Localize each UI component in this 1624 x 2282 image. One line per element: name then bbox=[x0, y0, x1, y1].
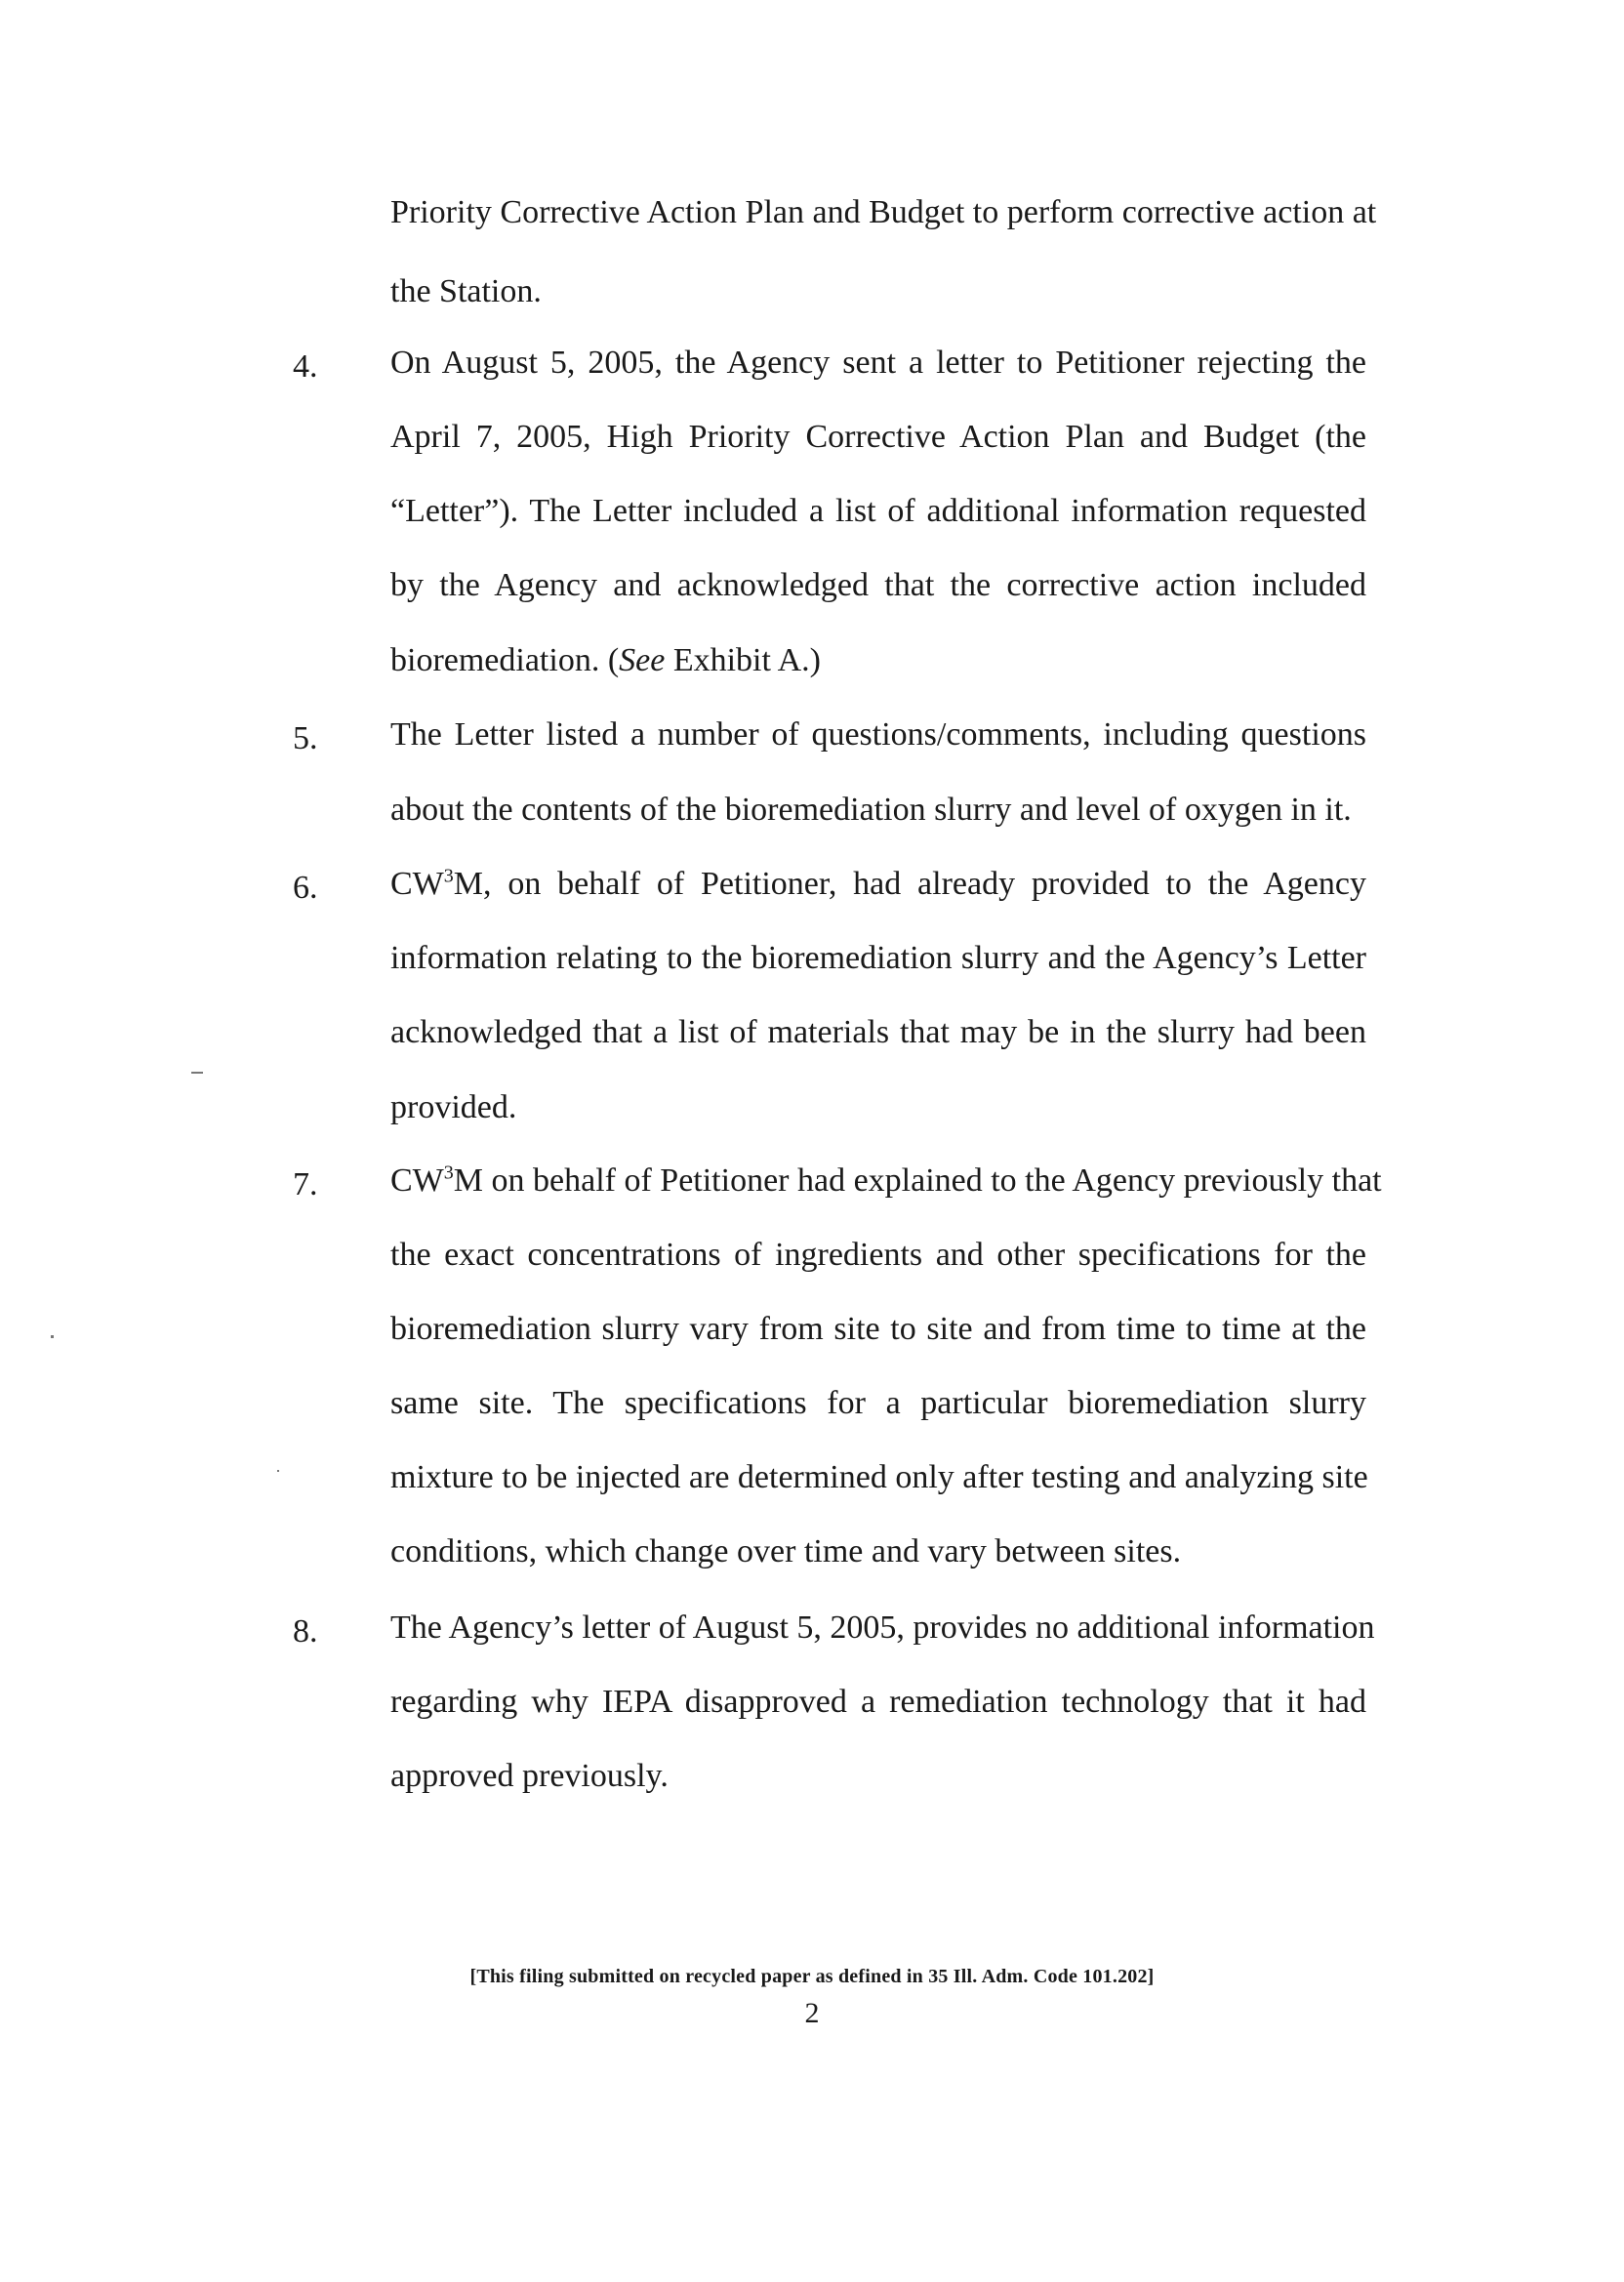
paragraph-7-line-5: mixture to be injected are determined only after testing and analyzing site bbox=[390, 1459, 1368, 1495]
paragraph-6-superscript: 3 bbox=[443, 865, 454, 887]
paragraph-6-line-2: information relating to the bioremediation slurry and the Agency’s Letter bbox=[390, 940, 1366, 976]
continuation-line-1: Priority Corrective Action Plan and Budget to perform corrective action at bbox=[390, 194, 1377, 230]
paragraph-8-number: 8. bbox=[293, 1613, 318, 1650]
paragraph-4-line-3: “Letter”). The Letter included a list of additional information requested bbox=[390, 493, 1366, 529]
paragraph-4-line-1: On August 5, 2005, the Agency sent a letter to Petitioner rejecting the bbox=[390, 345, 1366, 381]
paragraph-7-line-6: conditions, which change over time and vary between sites. bbox=[390, 1533, 1182, 1569]
paragraph-6-number: 6. bbox=[293, 870, 318, 906]
paragraph-6-line-1 bbox=[390, 865, 1366, 904]
paragraph-7-line-4: same site. The specifications for a particular bioremediation slurry bbox=[390, 1385, 1366, 1421]
scan-speck bbox=[277, 1470, 279, 1472]
scan-speck bbox=[51, 1335, 54, 1338]
paragraph-7-cw-prefix: CW bbox=[390, 1162, 444, 1199]
scan-speck bbox=[191, 1072, 203, 1074]
paragraph-6-cw-prefix: CW bbox=[390, 866, 444, 902]
paragraph-7-line-3: bioremediation slurry vary from site to site and from time to time at the bbox=[390, 1311, 1366, 1347]
paragraph-5-number: 5. bbox=[293, 720, 318, 756]
paragraph-7-number: 7. bbox=[293, 1166, 318, 1202]
paragraph-7-line-2: the exact concentrations of ingredients and other specifications for the bbox=[390, 1237, 1366, 1273]
paragraph-7-line-1-rest: M on behalf of Petitioner had explained to the Agency previously that bbox=[453, 1162, 1382, 1199]
continuation-line-2: the Station. bbox=[390, 273, 542, 309]
paragraph-4-number: 4. bbox=[293, 348, 318, 385]
paragraph-8-line-1: The Agency’s letter of August 5, 2005, provides no additional information bbox=[390, 1610, 1375, 1646]
paragraph-4-line-4: by the Agency and acknowledged that the corrective action included bbox=[390, 567, 1366, 603]
paragraph-7-line-1 bbox=[390, 1161, 1382, 1201]
paragraph-6-line-1-rest: M, on behalf of Petitioner, had already provided to the Agency bbox=[453, 866, 1366, 902]
paragraph-6-line-4: provided. bbox=[390, 1089, 517, 1125]
paragraph-5-line-1: The Letter listed a number of questions/comments, including questions bbox=[390, 716, 1366, 753]
paragraph-8-line-3: approved previously. bbox=[390, 1758, 669, 1794]
paragraph-6-line-3: acknowledged that a list of materials that may be in the slurry had been bbox=[390, 1014, 1366, 1050]
paragraph-5-line-2: about the contents of the bioremediation slurry and level of oxygen in it. bbox=[390, 792, 1352, 828]
paragraph-4-line-5 bbox=[390, 641, 1366, 680]
see-signal: See bbox=[619, 642, 666, 678]
paragraph-4-line-2: April 7, 2005, High Priority Corrective Action Plan and Budget (the bbox=[390, 419, 1366, 455]
paragraph-4-line-5-start: bioremediation. ( bbox=[390, 642, 620, 678]
paragraph-7-superscript: 3 bbox=[443, 1161, 454, 1184]
paragraph-4-line-5-end: Exhibit A.) bbox=[665, 642, 821, 678]
recycled-paper-note: [This filing submitted on recycled paper as defined in 35 Ill. Adm. Code 101.202] bbox=[469, 1966, 1155, 1987]
page-number: 2 bbox=[804, 1997, 820, 2029]
paragraph-8-line-2: regarding why IEPA disapproved a remediation technology that it had bbox=[390, 1684, 1366, 1720]
